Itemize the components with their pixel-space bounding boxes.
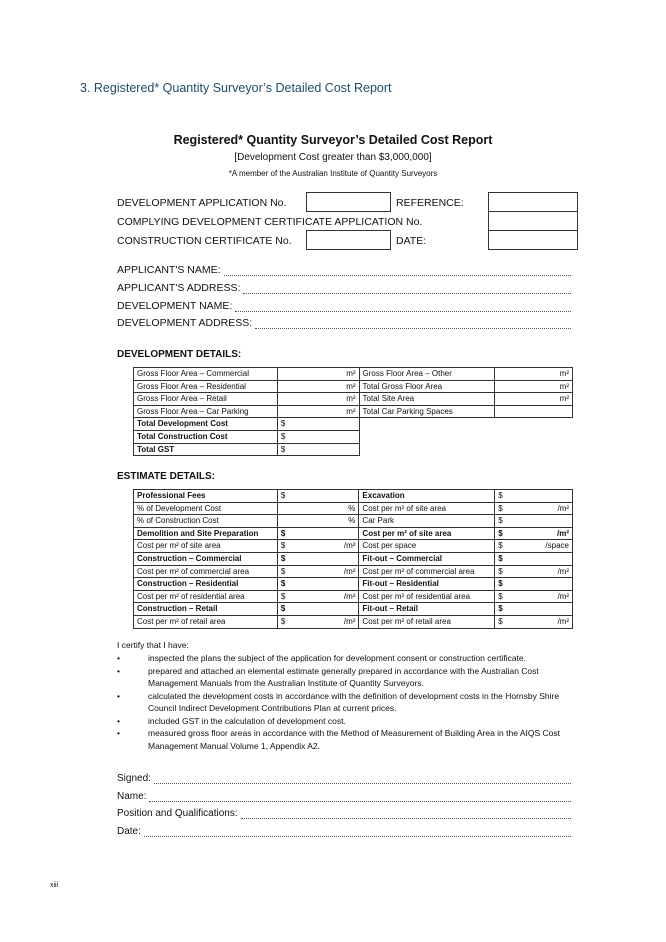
currency-sign: $: [280, 566, 286, 576]
unit-per-m2: /m²: [557, 528, 569, 538]
dd-left-label-1: Gross Floor Area – Residential: [134, 380, 278, 393]
dd-left-label-2: Gross Floor Area – Retail: [134, 393, 278, 406]
unit-m2: m²: [559, 369, 569, 378]
certification-item-4: measured gross floor areas in accordance with the Method of Measurement of Building Area in the AIQS Cost Management Manual Volume 1, Appendix A2.: [148, 728, 560, 751]
table-row: [134, 368, 573, 381]
percent-sign: %: [348, 503, 356, 513]
list-item: [117, 690, 577, 715]
bullet-icon: •: [117, 728, 120, 738]
dd-right-value-1[interactable]: [495, 380, 573, 393]
ed-left-value-10[interactable]: [277, 615, 359, 628]
table-row: [134, 380, 573, 393]
unit-m2: m²: [346, 369, 356, 378]
table-row: [134, 590, 573, 603]
table-row: [134, 405, 573, 418]
ed-right-label-9: Fit-out – Retail: [359, 603, 495, 616]
unit-m2: m²: [346, 406, 356, 416]
dd-total-label-2: Total GST: [134, 443, 278, 456]
name-field[interactable]: [117, 791, 571, 802]
applicant-name-field[interactable]: [117, 264, 571, 276]
currency-sign: $: [498, 591, 503, 601]
unit-m2: m²: [559, 394, 569, 404]
dotted-line: [243, 285, 571, 294]
dev-app-input[interactable]: [306, 192, 391, 212]
table-row: [134, 615, 573, 628]
currency-sign: $: [280, 616, 286, 626]
currency-sign: $: [280, 604, 286, 614]
dd-left-value-2[interactable]: [277, 393, 359, 406]
ed-right-value-4[interactable]: [495, 540, 573, 553]
ed-right-value-6[interactable]: [495, 565, 573, 578]
unit-per-space: /space: [545, 541, 569, 551]
ed-right-value-3[interactable]: [495, 527, 573, 540]
currency-sign: $: [280, 579, 286, 589]
development-address-field[interactable]: [117, 317, 571, 329]
currency-sign: $: [280, 541, 286, 551]
date-field[interactable]: [117, 826, 571, 837]
dotted-line: [241, 810, 571, 819]
bullet-icon: •: [117, 690, 120, 701]
bullet-icon: •: [117, 653, 120, 663]
name-label: Name:: [117, 791, 147, 802]
table-row: [134, 552, 573, 565]
ed-right-value-1[interactable]: [495, 502, 573, 515]
form-subtitle: [Development Cost greater than $3,000,000]: [234, 152, 432, 163]
dd-total-value-2[interactable]: [277, 443, 359, 456]
table-row: [134, 603, 573, 616]
list-item: [117, 727, 577, 752]
date-label: DATE:: [396, 235, 427, 247]
dotted-line: [144, 828, 571, 837]
currency-sign: $: [498, 566, 503, 576]
certification-item-1: prepared and attached an elemental estimate generally prepared in accordance with the Australian Cost Management Manuals from the Australian Institute of Quantity Surveyors.: [148, 665, 539, 688]
currency-sign: $: [280, 491, 286, 500]
estimate-details-table: [133, 489, 573, 629]
date-input[interactable]: [488, 230, 578, 250]
development-details-table: [133, 367, 573, 456]
reference-input[interactable]: [488, 192, 578, 212]
list-item: [117, 652, 577, 665]
ed-left-value-7[interactable]: [277, 578, 359, 591]
table-row: [134, 443, 573, 456]
currency-sign: $: [498, 553, 503, 563]
bullet-icon: •: [117, 715, 120, 726]
currency-sign: $: [498, 503, 503, 513]
currency-sign: $: [498, 491, 503, 500]
construction-cert-input[interactable]: [306, 230, 391, 250]
dd-left-label-3: Gross Floor Area – Car Parking: [134, 405, 278, 418]
table-row: [134, 527, 573, 540]
dd-left-value-0[interactable]: [277, 368, 359, 381]
table-row: [134, 418, 573, 431]
ed-left-value-2[interactable]: [277, 515, 359, 528]
ed-left-value-3[interactable]: [277, 527, 359, 540]
ed-right-value-10[interactable]: [495, 615, 573, 628]
ed-right-value-5[interactable]: [495, 552, 573, 565]
ed-left-label-4: Cost per m² of site area: [134, 540, 278, 553]
complying-label: COMPLYING DEVELOPMENT CERTIFICATE APPLICATION No.: [117, 216, 423, 228]
ed-left-label-1: % of Development Cost: [134, 502, 278, 515]
currency-sign: $: [498, 579, 503, 589]
unit-per-m2: /m²: [557, 566, 569, 576]
table-row: [134, 502, 573, 515]
ed-right-label-6: Cost per m² of commercial area: [359, 565, 495, 578]
signed-label: Signed:: [117, 773, 151, 784]
ed-right-label-2: Car Park: [359, 515, 495, 528]
dotted-line: [224, 267, 571, 276]
table-row: [134, 540, 573, 553]
currency-sign: $: [280, 553, 286, 563]
dd-left-value-1[interactable]: [277, 380, 359, 393]
currency-sign: $: [498, 541, 503, 551]
ed-right-label-0: Excavation: [359, 490, 495, 503]
ed-right-value-9[interactable]: [495, 603, 573, 616]
unit-per-m2: /m²: [557, 503, 569, 513]
ed-right-label-10: Cost per m² of retail area: [359, 615, 495, 628]
complying-input[interactable]: [488, 211, 578, 231]
unit-m2: m²: [346, 394, 356, 404]
development-name-label: DEVELOPMENT NAME:: [117, 300, 233, 312]
dd-total-value-1[interactable]: [277, 430, 359, 443]
dev-app-label: DEVELOPMENT APPLICATION No.: [117, 197, 287, 209]
ed-left-value-0[interactable]: [277, 490, 359, 503]
currency-sign: $: [280, 591, 286, 601]
construction-cert-label: CONSTRUCTION CERTIFICATE No.: [117, 235, 292, 247]
unit-per-m2: /m²: [343, 591, 356, 601]
table-row: [134, 430, 573, 443]
dotted-line: [255, 320, 571, 329]
unit-per-m2: /m²: [343, 541, 356, 551]
applicant-name-label: APPLICANT'S NAME:: [117, 264, 221, 276]
percent-sign: %: [348, 516, 356, 526]
ed-left-value-1[interactable]: [277, 502, 359, 515]
ed-left-label-7: Construction – Residential: [134, 578, 278, 591]
ed-right-value-2[interactable]: [495, 515, 573, 528]
dd-right-label-0: Gross Floor Area – Other: [359, 368, 495, 381]
dd-right-value-3[interactable]: [495, 405, 573, 418]
currency-sign: $: [280, 444, 286, 454]
dd-total-label-1: Total Construction Cost: [134, 430, 278, 443]
dd-right-label-1: Total Gross Floor Area: [359, 380, 495, 393]
unit-per-m2: /m²: [343, 616, 356, 626]
estimate-details-title: ESTIMATE DETAILS:: [117, 471, 215, 482]
applicant-address-label: APPLICANT'S ADDRESS:: [117, 282, 241, 294]
table-row: [134, 490, 573, 503]
ed-left-label-6: Cost per m² of commercial area: [134, 565, 278, 578]
page-number: xiii: [50, 882, 59, 889]
ed-right-label-3: Cost per m² of site area: [359, 527, 495, 540]
ed-right-label-8: Cost per m² of residential area: [359, 590, 495, 603]
list-item: [117, 715, 577, 728]
ed-left-label-9: Construction – Retail: [134, 603, 278, 616]
member-note: *A member of the Australian Institute of Quantity Surveyors: [228, 169, 438, 178]
dotted-line: [154, 775, 571, 784]
table-row: [134, 578, 573, 591]
currency-sign: $: [498, 516, 503, 526]
list-item: [117, 665, 577, 690]
dotted-line: [149, 793, 571, 802]
unit-m2: m²: [559, 381, 569, 391]
ed-left-label-3: Demolition and Site Preparation: [134, 527, 278, 540]
bullet-icon: •: [117, 665, 120, 676]
currency-sign: $: [280, 528, 286, 538]
ed-right-value-0[interactable]: [495, 490, 573, 503]
dd-total-label-0: Total Development Cost: [134, 418, 278, 431]
ed-right-label-5: Fit-out – Commercial: [359, 552, 495, 565]
unit-m2: m²: [346, 381, 356, 391]
ed-left-label-8: Cost per m² of residential area: [134, 590, 278, 603]
dd-right-label-2: Total Site Area: [359, 393, 495, 406]
dd-left-label-0: Gross Floor Area – Commercial: [134, 368, 278, 381]
certification-item-0: inspected the plans the subject of the application for development consent or construction certificate.: [148, 653, 527, 663]
dd-left-value-3[interactable]: [277, 405, 359, 418]
ed-left-label-10: Cost per m² of retail area: [134, 615, 278, 628]
unit-per-m2: /m²: [343, 566, 356, 576]
development-name-field[interactable]: [117, 300, 571, 312]
dd-right-value-0[interactable]: [495, 368, 573, 381]
applicant-address-field[interactable]: [117, 282, 571, 294]
unit-per-m2: /m²: [557, 616, 569, 626]
signed-field[interactable]: [117, 773, 571, 784]
development-address-label: DEVELOPMENT ADDRESS:: [117, 317, 253, 329]
ed-right-label-1: Cost per m² of site area: [359, 502, 495, 515]
dd-right-label-3: Total Car Parking Spaces: [359, 405, 495, 418]
table-row: [134, 393, 573, 406]
form-title: Registered* Quantity Surveyor’s Detailed Cost Report: [173, 133, 493, 147]
date-sign-label: Date:: [117, 826, 141, 837]
reference-label: REFERENCE:: [396, 197, 464, 209]
certification-item-3: included GST in the calculation of development cost.: [148, 715, 346, 726]
table-row: [134, 515, 573, 528]
ed-right-label-4: Cost per space: [359, 540, 495, 553]
ed-left-label-2: % of Construction Cost: [134, 515, 278, 528]
currency-sign: $: [498, 604, 503, 614]
dotted-line: [235, 303, 571, 312]
ed-right-value-7[interactable]: [495, 578, 573, 591]
ed-left-value-5[interactable]: [277, 552, 359, 565]
ed-left-value-6[interactable]: [277, 565, 359, 578]
certification-item-2: calculated the development costs in accordance with the definition of development costs in the Hornsby Shire Council Indirect Development Contributions Plan at current prices.: [148, 690, 560, 713]
currency-sign: $: [498, 616, 503, 626]
ed-left-label-5: Construction – Commercial: [134, 552, 278, 565]
section-heading: 3. Registered* Quantity Surveyor’s Detailed Cost Report: [80, 81, 392, 95]
currency-sign: $: [280, 431, 286, 441]
dd-total-value-0[interactable]: [277, 418, 359, 431]
dd-right-value-2[interactable]: [495, 393, 573, 406]
ed-left-label-0: Professional Fees: [134, 490, 278, 503]
position-field[interactable]: [117, 808, 571, 819]
ed-left-value-9[interactable]: [277, 603, 359, 616]
currency-sign: $: [498, 528, 503, 538]
position-label: Position and Qualifications:: [117, 808, 238, 819]
currency-sign: $: [280, 419, 286, 429]
ed-right-value-8[interactable]: [495, 590, 573, 603]
development-details-title: DEVELOPMENT DETAILS:: [117, 349, 242, 360]
ed-left-value-4[interactable]: [277, 540, 359, 553]
unit-per-m2: /m²: [557, 591, 569, 601]
table-row: [134, 565, 573, 578]
ed-left-value-8[interactable]: [277, 590, 359, 603]
certification-list: [117, 652, 577, 752]
ed-right-label-7: Fit-out – Residential: [359, 578, 495, 591]
certify-intro: I certify that I have:: [117, 640, 189, 650]
